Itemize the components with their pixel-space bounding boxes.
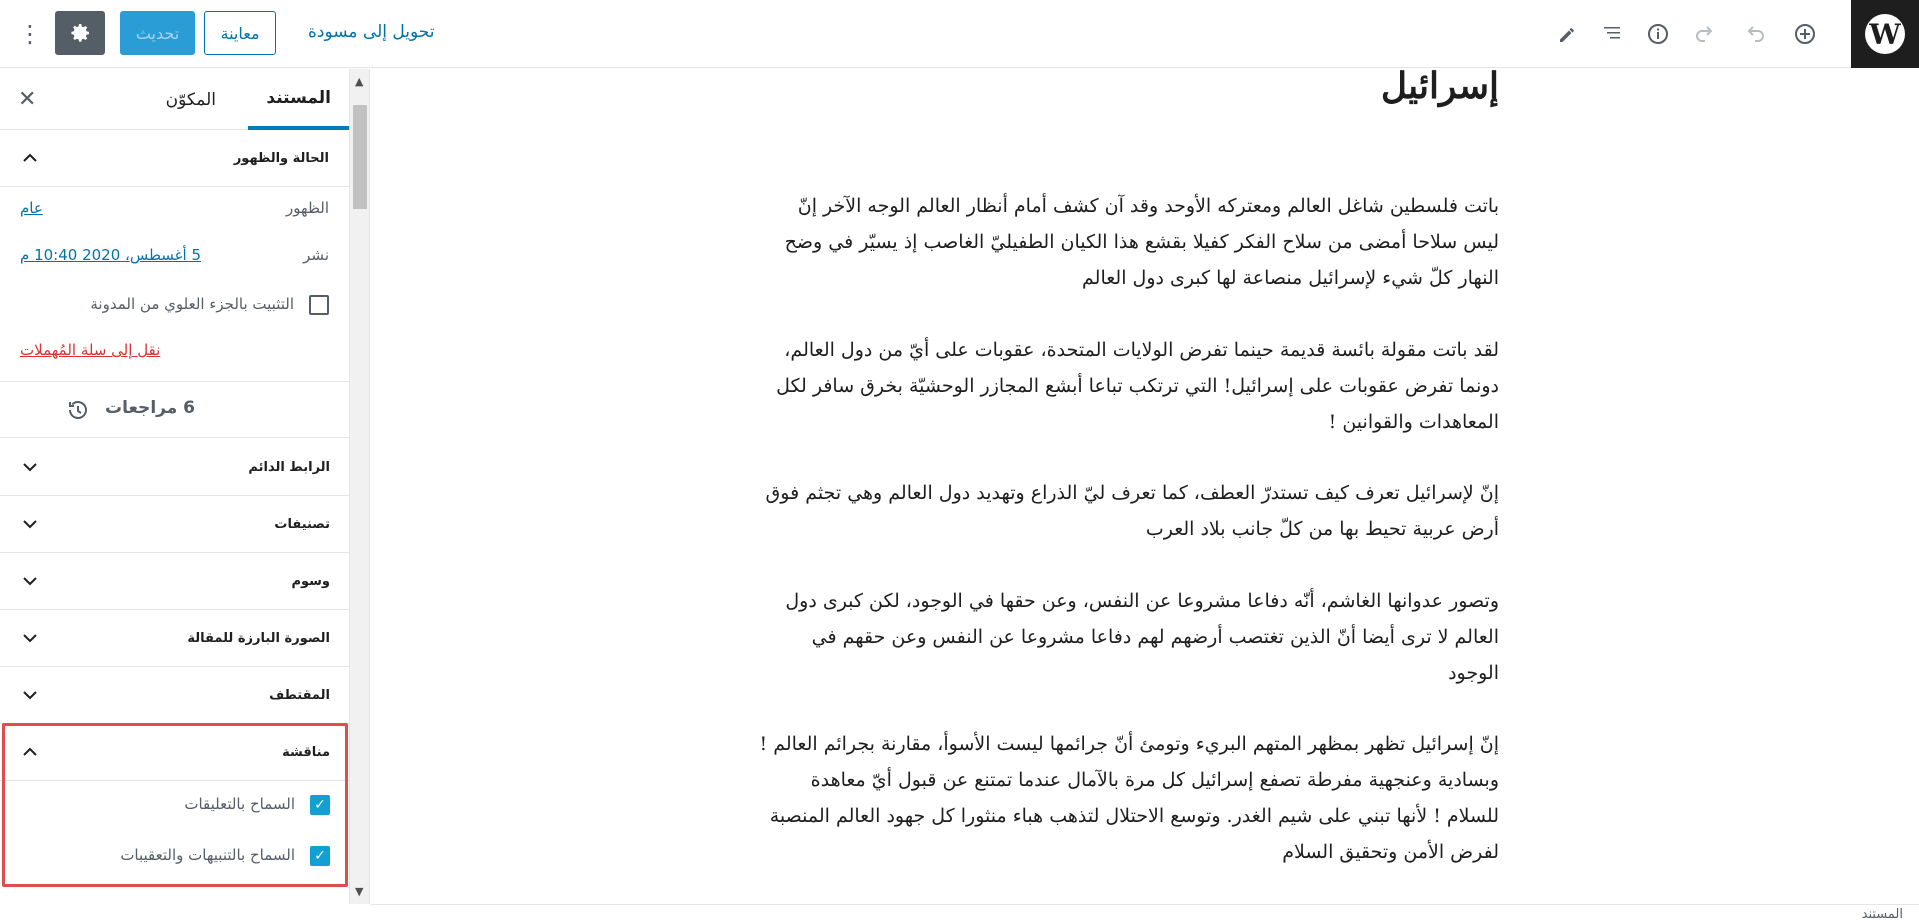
publish-row	[0, 234, 349, 281]
chevron-down-icon	[20, 628, 40, 648]
paragraph-block[interactable]: باتت فلسطين شاغل العالم ومعتركه الأوحد وقد آن كشف أمام أنظار العالم الوجه الآخر إنّ ليس سلاحا أمضى من سلاح الفكر كفيلا بقشع هذا الكيان الطفيليّ الغاصب إذ يسيّر في وضح النهار كلّ شيء لإسرائيل منصاعة لها كبرى دول العالم	[784, 195, 1499, 289]
more-menu-icon[interactable]: ⋮	[18, 20, 42, 48]
settings-button[interactable]	[55, 11, 105, 55]
block-navigation-icon[interactable]	[1595, 17, 1629, 51]
chevron-down-icon	[20, 685, 40, 705]
sidebar-scrollbar[interactable]	[350, 69, 370, 904]
allow-pingbacks-label: السماح بالتنبيهات والتعقيبات	[120, 846, 295, 864]
allow-comments-row	[0, 781, 350, 832]
visibility-link[interactable]: عام	[20, 199, 43, 217]
allow-pingbacks-row	[0, 832, 350, 883]
close-icon[interactable]: ✕	[18, 87, 37, 112]
paragraph-block[interactable]: إنّ لإسرائيل تعرف كيف تستدرّ العطف، كما تعرف ليّ الذراع وتهديد دول العالم وهي تجثم فوق أرض عربية تحيط بها من كلّ جانب بلاد العرب	[765, 482, 1499, 540]
breadcrumb[interactable]: المستند	[1861, 907, 1903, 922]
panel-title: الحالة والظهور	[233, 150, 329, 166]
preview-button[interactable]: معاينة	[204, 11, 276, 55]
discussion-panel-header[interactable]	[0, 724, 350, 781]
add-block-icon[interactable]	[1788, 17, 1822, 51]
scroll-down-arrow-icon[interactable]: ▼	[355, 885, 364, 898]
tab-block[interactable]: المكوّن	[165, 89, 216, 110]
tags-title: وسوم	[291, 573, 330, 589]
scrollbar-thumb[interactable]	[353, 105, 367, 209]
tab-document[interactable]: المستند	[248, 69, 349, 130]
chevron-up-icon	[20, 148, 40, 168]
excerpt-panel-header[interactable]	[0, 667, 350, 724]
discussion-title: مناقشة	[282, 744, 330, 760]
scroll-up-arrow-icon[interactable]: ▲	[355, 75, 364, 88]
excerpt-title: المقتطف	[269, 687, 330, 703]
editor-footer	[371, 904, 1919, 924]
chevron-down-icon	[20, 457, 40, 477]
sidebar-tabs	[0, 69, 349, 130]
sticky-row	[0, 281, 349, 331]
undo-icon[interactable]	[1738, 17, 1772, 51]
switch-to-draft-button[interactable]: تحويل إلى مسودة	[308, 22, 435, 42]
allow-pingbacks-checkbox[interactable]: ✓	[310, 846, 330, 866]
trash-row	[0, 331, 349, 376]
info-icon[interactable]	[1641, 17, 1675, 51]
paragraph-block[interactable]: لقد باتت مقولة بائسة قديمة حينما تفرض الولايات المتحدة، عقوبات على أيّ من دول العالم، دونما تفرض عقوبات على إسرائيل! التي ترتكب تباعا أبشع المجازر الوحشيّة بخرق سافر لكل المعاهدات والقوانين !	[776, 339, 1499, 433]
redo-icon[interactable]	[1688, 17, 1722, 51]
gear-icon	[68, 21, 92, 45]
tags-panel-header[interactable]	[0, 553, 350, 610]
editor-canvas	[371, 69, 1919, 904]
chevron-down-icon	[20, 514, 40, 534]
settings-sidebar	[0, 69, 350, 904]
status-visibility-panel-header[interactable]	[0, 130, 349, 187]
update-button[interactable]: تحديث	[120, 11, 195, 55]
categories-panel-header[interactable]	[0, 496, 350, 553]
publish-date-link[interactable]: 5 أغسطس، 2020 10:40 م	[20, 246, 202, 264]
featured-image-panel-header[interactable]	[0, 610, 350, 667]
visibility-label: الظهور	[286, 199, 329, 217]
permalink-panel-header[interactable]	[0, 439, 350, 496]
sticky-label: التثبيت بالجزء العلوي من المدونة	[90, 295, 294, 313]
post-title[interactable]: إسرائيل	[1380, 69, 1499, 107]
paragraph-block[interactable]: إنّ إسرائيل تظهر بمظهر المتهم البريء وتومئ أنّ جرائمها ليست الأسوأ، مقارنة بجرائم العالم ! وبسادية وعنجهية مفرطة تصفع إسرائيل كل مرة بالآمال عندما تمتنع عن قبول أيّ معاهدة للسلام ! لأنها تبني على شيم الغدر. وتوسع الاحتلال لتذهب هباء منثورا كل جهود العالم المنصبة لفرض الأمن وتحقيق السلام	[759, 733, 1499, 863]
wordpress-logo[interactable]	[1851, 0, 1919, 68]
revisions-panel[interactable]	[0, 381, 350, 438]
allow-comments-label: السماح بالتعليقات	[184, 795, 295, 813]
publish-label: نشر	[303, 246, 329, 264]
visibility-row	[0, 187, 349, 234]
allow-comments-checkbox[interactable]: ✓	[310, 795, 330, 815]
featured-image-title: الصورة البارزة للمقالة	[187, 630, 330, 646]
sticky-checkbox[interactable]	[309, 295, 329, 315]
history-icon	[66, 398, 90, 422]
collapsed-panels	[0, 439, 350, 883]
wordpress-icon: W	[1865, 14, 1905, 54]
edit-pencil-icon[interactable]	[1550, 17, 1584, 51]
editor-header	[0, 0, 1919, 68]
move-to-trash-link[interactable]: نقل إلى سلة المُهملات	[20, 341, 161, 359]
chevron-up-icon	[20, 742, 40, 762]
paragraph-block[interactable]: وتصور عدوانها الغاشم، أنّه دفاعا مشروعا عن النفس، وعن حقها في الوجود، لكن كبرى دول العالم لا ترى أيضا أنّ الذين تغتصب أرضهم لهم دفاعا مشروعا عن النفس وعن حقهم في الوجود	[785, 590, 1499, 684]
categories-title: تصنيفات	[274, 516, 330, 532]
permalink-title: الرابط الدائم	[248, 459, 330, 475]
revisions-label: 6 مراجعات	[105, 398, 196, 418]
chevron-down-icon	[20, 571, 40, 591]
